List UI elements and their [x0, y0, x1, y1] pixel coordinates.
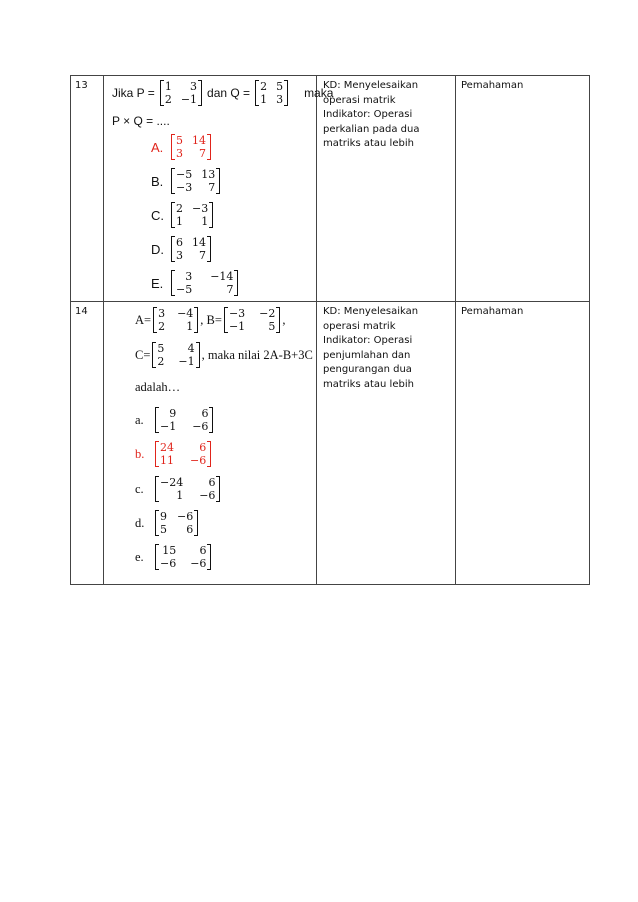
matrix-cell: 9 — [160, 510, 167, 523]
matrix-cell: 5 — [160, 523, 167, 536]
option-matrix — [171, 236, 211, 262]
option-d — [135, 510, 200, 536]
matrix-cell: 6 — [176, 236, 183, 249]
p-label: Jika P = — [112, 86, 155, 100]
matrix-cell: 2 — [164, 93, 172, 106]
option-e — [151, 270, 240, 296]
q-label: dan Q = — [207, 86, 251, 100]
question-number: 14 — [71, 302, 104, 585]
table-row — [71, 76, 590, 302]
question-line-2: P × Q = .... — [112, 114, 170, 128]
option-b — [151, 168, 222, 194]
option-e — [135, 544, 213, 570]
option-c — [135, 476, 222, 502]
option-label: B. — [151, 173, 164, 189]
matrix-cell: −5 — [176, 283, 193, 296]
matrix-cell: 1 — [260, 93, 268, 106]
matrix-cell: 6 — [186, 523, 194, 536]
kd-line: operasi matrik — [323, 320, 396, 332]
matrix-cell: 6 — [199, 544, 207, 557]
b-label: , B= — [200, 312, 222, 327]
option-matrix — [155, 544, 211, 570]
a-label: A= — [135, 312, 152, 327]
matrix-cell: 1 — [201, 215, 209, 228]
matrix-cell: 5 — [176, 134, 183, 147]
matrix-cell: 14 — [192, 236, 206, 249]
maka-text: maka — [304, 86, 334, 100]
option-label: A. — [151, 139, 164, 155]
matrix-cell: 9 — [169, 407, 177, 420]
matrix-cell: 3 — [276, 93, 284, 106]
matrix-cell: 2 — [260, 80, 268, 93]
c-label: C= — [135, 347, 151, 362]
matrix-cell: −6 — [199, 489, 216, 502]
option-matrix — [171, 134, 211, 160]
matrix-cell: 7 — [208, 181, 216, 194]
option-matrix — [155, 441, 211, 467]
question-line-2 — [135, 342, 313, 368]
matrix-p — [160, 80, 202, 106]
question-number: 13 — [71, 76, 104, 302]
matrix-cell: −1 — [178, 355, 195, 368]
matrix-cell: 4 — [187, 342, 195, 355]
matrix-b — [224, 307, 280, 333]
level-cell: Pemahaman — [456, 302, 590, 585]
level-cell: Pemahaman — [456, 76, 590, 302]
matrix-cell: −14 — [210, 270, 234, 283]
question-stem — [135, 307, 286, 333]
option-matrix — [155, 476, 220, 502]
matrix-cell: −6 — [192, 420, 209, 433]
option-a — [151, 134, 213, 160]
matrix-cell: 6 — [208, 476, 216, 489]
matrix-cell: −4 — [177, 307, 194, 320]
kd-cell — [317, 76, 456, 302]
matrix-cell: 5 — [276, 80, 284, 93]
question-cell — [104, 76, 334, 302]
matrix-a — [153, 307, 198, 333]
option-label: c. — [135, 481, 144, 496]
option-matrix — [171, 202, 213, 228]
matrix-cell: 3 — [158, 307, 166, 320]
matrix-cell: 6 — [201, 407, 209, 420]
matrix-cell: 7 — [199, 147, 206, 160]
kd-line: Indikator: Operasi — [323, 109, 413, 120]
matrix-cell: −6 — [190, 454, 207, 467]
matrix-cell: −1 — [228, 320, 246, 333]
option-label: e. — [135, 549, 144, 564]
option-matrix — [171, 270, 238, 296]
option-matrix — [155, 407, 213, 433]
kd-line: KD: Menyelesaikan — [323, 80, 419, 91]
option-c — [151, 202, 215, 228]
matrix-cell: 7 — [226, 283, 234, 296]
question-line-3: adalah… — [135, 380, 181, 394]
matrix-cell: 2 — [157, 355, 165, 368]
matrix-cell: −2 — [259, 307, 276, 320]
matrix-cell: 13 — [201, 168, 216, 181]
kd-line: matriks atau lebih — [323, 378, 414, 390]
matrix-cell: 3 — [176, 249, 183, 262]
question-table — [70, 75, 590, 585]
table-row — [71, 302, 590, 585]
c-suffix: , maka nilai 2A-B+3C — [201, 347, 313, 362]
matrix-cell: −6 — [190, 557, 207, 570]
option-label: a. — [135, 412, 144, 427]
option-a — [135, 407, 215, 433]
matrix-cell: 14 — [192, 134, 206, 147]
matrix-cell: −1 — [160, 420, 177, 433]
question-cell — [104, 302, 317, 585]
option-b — [135, 441, 213, 467]
matrix-cell: 24 — [160, 441, 174, 454]
kd-line: KD: Menyelesaikan — [323, 306, 419, 317]
matrix-cell: 2 — [176, 202, 183, 215]
matrix-cell: 5 — [157, 342, 165, 355]
kd-line: Indikator: Operasi — [323, 335, 413, 346]
kd-line: pengurangan dua — [323, 364, 412, 375]
matrix-cell: −3 — [228, 307, 246, 320]
matrix-cell: 5 — [268, 320, 276, 333]
option-label: E. — [151, 275, 164, 291]
matrix-c — [152, 342, 199, 368]
matrix-cell: −6 — [177, 510, 194, 523]
option-label: b. — [135, 446, 145, 461]
option-label: d. — [135, 515, 145, 530]
matrix-cell: 1 — [164, 80, 172, 93]
matrix-cell: 3 — [176, 147, 183, 160]
matrix-cell: 15 — [162, 544, 177, 557]
matrix-cell: −3 — [192, 202, 209, 215]
option-matrix — [155, 510, 198, 536]
option-label: D. — [151, 241, 164, 257]
kd-cell — [317, 302, 456, 585]
matrix-cell: −6 — [160, 557, 177, 570]
option-label: C. — [151, 207, 164, 223]
matrix-cell: 2 — [158, 320, 166, 333]
option-matrix — [171, 168, 220, 194]
question-stem — [112, 80, 333, 106]
b-suffix: , — [282, 312, 286, 327]
option-d — [151, 236, 213, 262]
kd-line: perkalian pada dua — [323, 123, 420, 135]
kd-line: penjumlahan dan — [323, 349, 411, 361]
matrix-cell: −1 — [180, 93, 198, 106]
matrix-cell: −3 — [176, 181, 193, 194]
kd-line: matriks atau lebih — [323, 138, 414, 149]
matrix-q — [255, 80, 288, 106]
kd-line: operasi matrik — [323, 94, 396, 106]
matrix-cell: 3 — [185, 270, 193, 283]
matrix-cell: 3 — [190, 80, 198, 93]
matrix-cell: 1 — [176, 489, 184, 502]
matrix-cell: −5 — [176, 168, 193, 181]
matrix-cell: 6 — [199, 441, 207, 454]
matrix-cell: 1 — [186, 320, 194, 333]
matrix-cell: −24 — [160, 476, 184, 489]
matrix-cell: 11 — [160, 454, 174, 467]
matrix-cell: 1 — [176, 215, 183, 228]
matrix-cell: 7 — [199, 249, 206, 262]
